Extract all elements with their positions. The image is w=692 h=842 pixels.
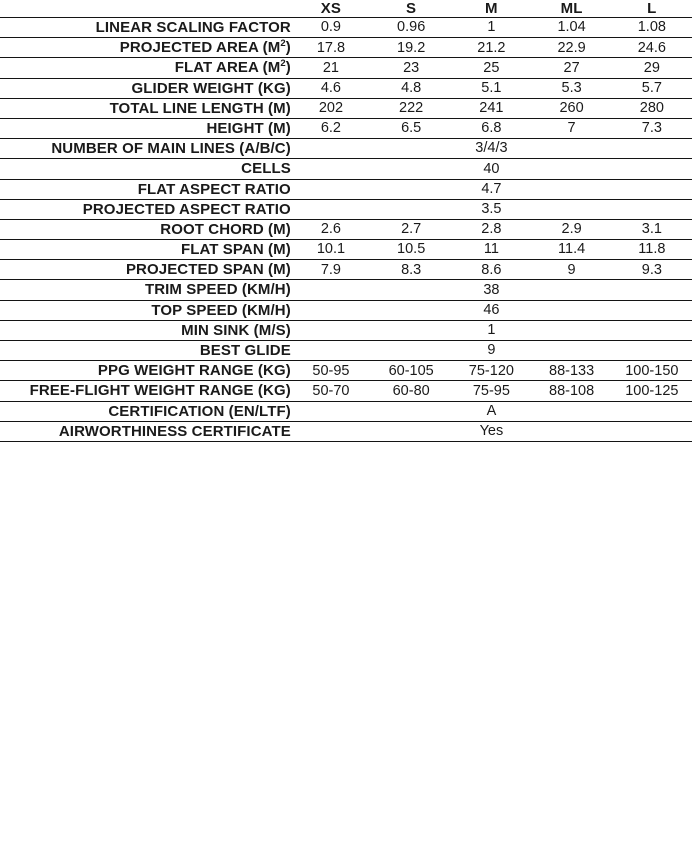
- row-value: 4.8: [401, 79, 422, 96]
- row-value: 50-70: [312, 382, 350, 399]
- row-value: 0.9: [320, 19, 342, 36]
- row-value: 7.3: [641, 120, 662, 137]
- row-label: TRIM SPEED (KM/H): [144, 281, 291, 299]
- row-value: 10.5: [397, 241, 426, 258]
- row-label: TOTAL LINE LENGTH (M): [109, 99, 291, 117]
- label-tail: ): [285, 39, 291, 57]
- row-value: 260: [559, 100, 584, 117]
- row-value: 222: [399, 100, 424, 117]
- table-row: [0, 18, 692, 38]
- table-row: [0, 98, 692, 118]
- table-row: [0, 300, 692, 320]
- row-value: 46: [483, 301, 500, 318]
- row-value: 11: [483, 241, 499, 258]
- row-value: 3/4/3: [475, 140, 508, 157]
- row-value: 60-105: [388, 362, 434, 379]
- row-value: 8.3: [401, 261, 422, 278]
- row-value: 21.2: [477, 39, 506, 56]
- row-value: 7.9: [320, 261, 342, 278]
- table-row: [0, 341, 692, 361]
- row-label: TOP SPEED (KM/H): [151, 301, 291, 319]
- row-value: 3.1: [641, 221, 662, 238]
- table-row: [0, 58, 692, 78]
- row-value: 1: [487, 19, 496, 36]
- row-label: FLAT AREA $(M^2)$: [174, 58, 291, 77]
- row-label: PROJECTED SPAN (M): [125, 261, 291, 279]
- row-label: ROOT CHORD (M): [160, 220, 291, 238]
- row-value: 5.1: [481, 79, 502, 96]
- row-label: CERTIFICATION (EN/LTF): [108, 402, 291, 420]
- row-label: PROJECTED AREA $(M^2)$: [119, 38, 291, 57]
- row-value: 22.9: [557, 39, 586, 56]
- row-value: 17.8: [316, 39, 346, 56]
- row-value: 29: [643, 59, 660, 76]
- row-value: 88-133: [549, 362, 595, 379]
- row-value: 50-95: [312, 362, 350, 379]
- label-column-header: [0, 0, 291, 18]
- row-label: FLAT ASPECT RATIO: [137, 180, 291, 198]
- row-value: 2.7: [401, 221, 422, 238]
- row-value: 202: [318, 100, 344, 117]
- row-value: 100-150: [625, 362, 679, 379]
- table-row: [0, 320, 692, 340]
- column-header-xs: XS: [320, 0, 342, 17]
- row-value: 38: [483, 281, 500, 298]
- row-value: 60-80: [392, 382, 430, 399]
- table-row: [0, 260, 692, 280]
- size-header-row: [0, 0, 692, 18]
- table-row: [0, 361, 692, 381]
- row-value: 11.8: [638, 241, 666, 258]
- row-value: 24.6: [637, 39, 666, 56]
- row-value: 0.96: [397, 19, 426, 36]
- row-value: 3.5: [481, 201, 502, 217]
- row-label: HEIGHT (M): [206, 119, 291, 137]
- row-label: FREE-FLIGHT WEIGHT RANGE (KG): [29, 382, 291, 400]
- row-value: 6.8: [481, 120, 502, 137]
- row-label: NUMBER OF MAIN LINES (A/B/C): [51, 140, 291, 158]
- column-header-m: M: [485, 0, 498, 17]
- row-value: 9.3: [641, 261, 662, 278]
- table-row: [0, 159, 692, 179]
- row-value: 6.5: [401, 120, 422, 137]
- table-row: [0, 421, 692, 441]
- row-value: 1: [487, 322, 496, 339]
- row-value: 1.04: [557, 19, 586, 36]
- superscript: 2: [280, 58, 286, 70]
- table-row: [0, 401, 692, 421]
- row-value: 10.1: [316, 241, 346, 258]
- table-header: [0, 0, 692, 18]
- table-row: [0, 78, 692, 98]
- row-label: MIN SINK (M/S): [181, 321, 291, 339]
- row-value: 100-125: [625, 382, 679, 399]
- row-value: A: [486, 402, 497, 419]
- row-value: 8.6: [481, 261, 502, 278]
- row-value: 21: [322, 59, 339, 76]
- row-value: 2.8: [481, 221, 502, 238]
- row-label: GLIDER WEIGHT (KG): [131, 79, 291, 97]
- row-value: 241: [479, 100, 504, 117]
- row-value: 5.7: [641, 79, 662, 96]
- row-label: PPG WEIGHT RANGE (KG): [97, 362, 291, 380]
- row-value: 88-108: [549, 382, 595, 399]
- row-label: LINEAR SCALING FACTOR: [95, 19, 291, 36]
- column-header-ml: ML: [560, 0, 583, 17]
- row-value: 5.3: [561, 79, 582, 96]
- row-value: 40: [483, 160, 500, 177]
- row-value: 11.4: [558, 241, 586, 258]
- row-value: 280: [639, 100, 664, 117]
- column-header-s: S: [406, 0, 417, 17]
- table-row: [0, 38, 692, 58]
- table-row: [0, 179, 692, 199]
- row-label: FLAT SPAN (M): [180, 241, 291, 259]
- row-value: Yes: [479, 423, 504, 440]
- row-value: 6.2: [320, 120, 342, 137]
- row-value: 27: [563, 59, 580, 76]
- table-row: [0, 280, 692, 300]
- row-value: 19.2: [397, 39, 426, 56]
- row-label: BEST GLIDE: [199, 342, 291, 359]
- table-row: [0, 118, 692, 138]
- row-label: PROJECTED ASPECT RATIO: [82, 200, 291, 218]
- row-label: CELLS: [241, 160, 291, 178]
- table-row: [0, 139, 692, 159]
- row-label: AIRWORTHINESS CERTIFICATE: [58, 422, 291, 440]
- label-tail: ): [285, 59, 291, 77]
- row-value: 1.08: [637, 19, 666, 36]
- row-value: 4.7: [481, 180, 502, 197]
- row-value: 75-95: [472, 382, 510, 399]
- row-value: 2.9: [561, 221, 582, 238]
- table-row: [0, 381, 692, 401]
- table-row: [0, 219, 692, 239]
- table-row: [0, 199, 692, 219]
- row-value: 9: [567, 261, 576, 278]
- row-value: 25: [483, 59, 500, 76]
- column-header-l: L: [647, 0, 657, 17]
- table-body: [0, 18, 692, 442]
- row-value: 23: [403, 59, 420, 76]
- table-row: [0, 240, 692, 260]
- row-value: 9: [487, 342, 496, 359]
- row-value: 2.6: [320, 221, 342, 238]
- superscript: 2: [280, 38, 286, 50]
- row-value: 75-120: [468, 362, 514, 379]
- row-value: 7: [567, 120, 576, 137]
- row-value: 4.6: [320, 79, 342, 96]
